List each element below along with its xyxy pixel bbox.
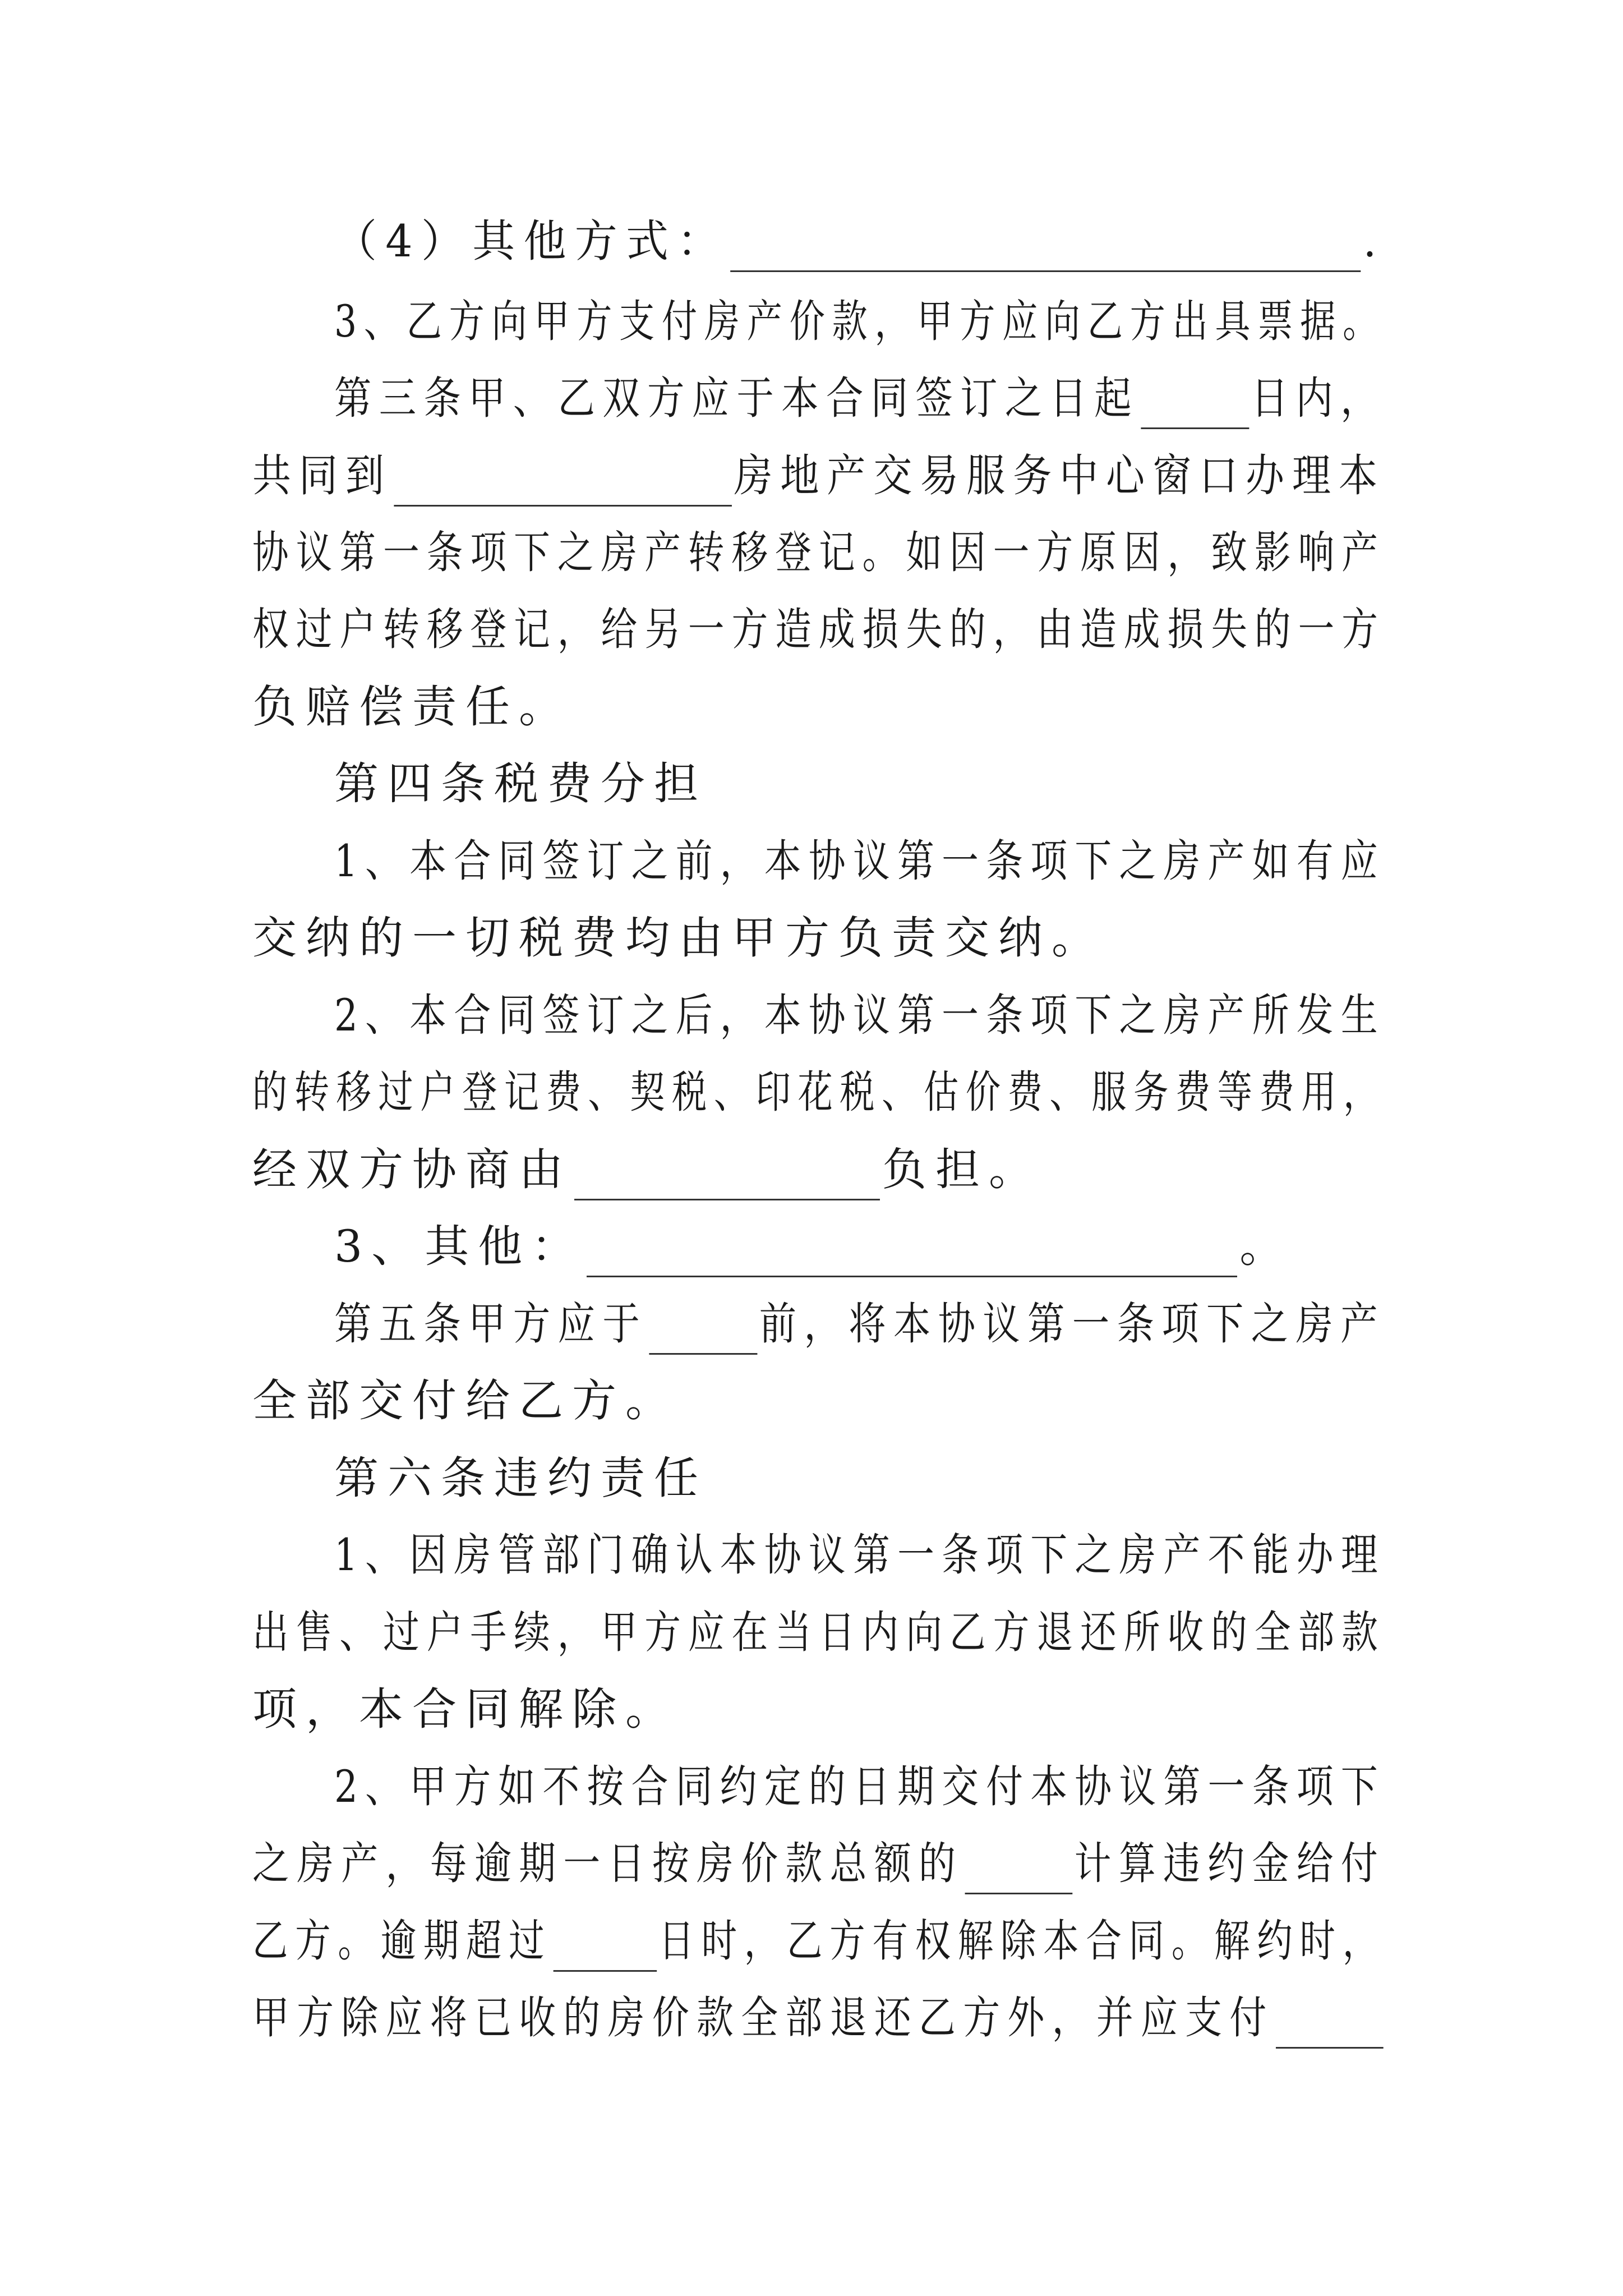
line-text: 负担。 — [882, 1144, 1042, 1195]
line-text: 房地产交易服务中心窗口办理本 — [734, 450, 1385, 501]
line-text: 第三条甲、乙双方应于本合同签订之日起 — [334, 372, 1140, 424]
paragraph-line — [252, 522, 1385, 583]
line-text: 第五条甲方应于 — [334, 1298, 648, 1350]
line-text: 的转移过户登记费、契税、印花税、估价费、服务费等费用， — [252, 1066, 1385, 1118]
paragraph-line — [252, 1678, 679, 1740]
paragraph-line — [334, 984, 1385, 1046]
paragraph-line — [334, 1756, 1385, 1818]
fill-in-blank — [649, 1297, 757, 1355]
line-text: 3、其他： — [334, 1221, 585, 1272]
line-text: 乙方。逾期超过 — [252, 1915, 552, 1967]
paragraph-line — [252, 599, 1385, 660]
fill-in-blank — [394, 449, 732, 507]
section-heading — [334, 753, 707, 815]
fill-in-blank — [574, 1143, 880, 1200]
line-text: 日内， — [1251, 372, 1385, 424]
line-text: 全部交付给乙方。 — [252, 1375, 679, 1427]
line-text: 2、本合同签订之后，本协议第一条项下之房产所发生 — [334, 990, 1385, 1041]
paragraph-line — [334, 291, 1385, 352]
line-text: 负赔偿责任。 — [252, 681, 572, 733]
fill-in-blank — [554, 1914, 657, 1972]
paragraph-line — [252, 1602, 1385, 1663]
line-text: 之房产，每逾期一日按房价款总额的 — [252, 1838, 963, 1889]
paragraph-line — [252, 1139, 1042, 1200]
line-text: （4）其他方式： — [334, 215, 728, 267]
fill-in-blank — [965, 1837, 1073, 1894]
paragraph-line — [334, 830, 1385, 892]
fill-in-blank — [587, 1220, 1237, 1277]
line-text: 项，本合同解除。 — [252, 1683, 679, 1735]
line-text: 第四条税费分担 — [334, 758, 707, 809]
paragraph-line — [252, 1910, 1385, 1972]
paragraph-line — [252, 445, 1385, 507]
line-text: 日时，乙方有权解除本合同。解约时， — [658, 1915, 1385, 1967]
line-text: 计算违约金给付 — [1074, 1838, 1386, 1889]
paragraph-line — [334, 1293, 1385, 1355]
line-text: 1、因房管部门确认本协议第一条项下之房产不能办理 — [334, 1529, 1385, 1581]
line-text: 协议第一条项下之房产转移登记。如因一方原因，致影响产 — [252, 527, 1385, 578]
paragraph-line — [252, 1061, 1385, 1123]
line-text: . — [1363, 215, 1385, 267]
paragraph-line — [252, 676, 572, 738]
line-text: 甲方除应将已收的房价款全部退还乙方外，并应支付 — [252, 1992, 1274, 2044]
fill-in-blank — [1276, 1991, 1384, 2049]
line-text: 3、乙方向甲方支付房产价款，甲方应向乙方出具票据。 — [334, 296, 1385, 347]
fill-in-blank — [1141, 371, 1249, 429]
line-text: 第六条违约责任 — [334, 1452, 707, 1504]
line-text: 前，将本协议第一条项下之房产 — [759, 1298, 1385, 1350]
line-text: 2、甲方如不按合同约定的日期交付本协议第一条项下 — [334, 1761, 1385, 1812]
paragraph-line — [334, 1216, 1293, 1277]
paragraph-line — [334, 1524, 1385, 1586]
paragraph-line — [252, 907, 1105, 969]
line-text: 权过户转移登记，给另一方造成损失的，由造成损失的一方 — [252, 604, 1385, 655]
line-text: 经双方协商由 — [252, 1144, 572, 1195]
line-text: 出售、过户手续，甲方应在当日内向乙方退还所收的全部款 — [252, 1607, 1385, 1658]
line-text: 。 — [1239, 1221, 1293, 1272]
paragraph-line — [334, 367, 1385, 429]
section-heading — [334, 1447, 707, 1509]
paragraph-line — [252, 1987, 1385, 2049]
line-text: 1、本合同签订之前，本协议第一条项下之房产如有应 — [334, 835, 1385, 887]
paragraph-line — [334, 210, 1385, 272]
paragraph-line — [252, 1370, 679, 1432]
paragraph-line — [252, 1833, 1385, 1894]
line-text: 交纳的一切税费均由甲方负责交纳。 — [252, 912, 1105, 964]
fill-in-blank — [730, 214, 1361, 272]
line-text: 共同到 — [252, 450, 392, 501]
